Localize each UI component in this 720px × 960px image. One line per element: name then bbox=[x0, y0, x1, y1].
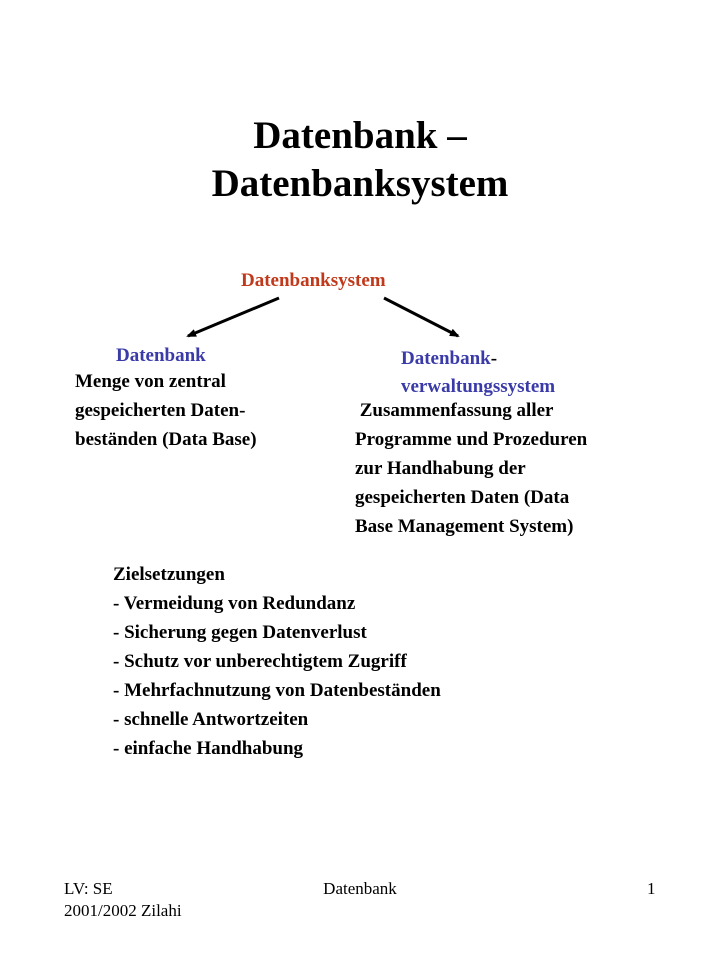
dbms-description-line: Zusammenfassung aller bbox=[355, 400, 554, 421]
datenbank-description-line: beständen (Data Base) bbox=[75, 429, 257, 450]
goal-item: - schnelle Antwortzeiten bbox=[113, 709, 309, 730]
goal-item: - Schutz vor unberechtigtem Zugriff bbox=[113, 651, 407, 672]
goals-list bbox=[113, 560, 441, 763]
slide-title-line-2: Datenbanksystem bbox=[211, 162, 509, 205]
footer-topic: Datenbank bbox=[323, 879, 397, 898]
datenbank-description bbox=[75, 367, 257, 454]
arrow-to-dbms bbox=[384, 298, 458, 336]
goals-heading: Zielsetzungen bbox=[113, 564, 225, 585]
dbms-description-line: Base Management System) bbox=[355, 516, 574, 537]
dbms-description-line: gespeicherten Daten (Data bbox=[355, 487, 570, 508]
footer-term-author: 2001/2002 Zilahi bbox=[64, 901, 182, 920]
dbms-description-line: zur Handhabung der bbox=[355, 458, 526, 479]
dbms-label-hyphen: - bbox=[490, 348, 498, 369]
slide-title-line-1: Datenbank – bbox=[253, 114, 467, 157]
dbms-label-line-2: verwaltungssystem bbox=[401, 376, 556, 397]
datenbank-description-line: Menge von zentral bbox=[75, 371, 226, 392]
goal-item: - Sicherung gegen Datenverlust bbox=[113, 622, 367, 643]
dbms-label bbox=[401, 345, 555, 401]
diagram-root-label: Datenbanksystem bbox=[241, 270, 386, 291]
page-number: 1 bbox=[647, 879, 656, 898]
dbms-description bbox=[355, 396, 587, 541]
goal-item: - Mehrfachnutzung von Datenbeständen bbox=[113, 680, 441, 701]
arrow-to-datenbank bbox=[188, 298, 279, 336]
dbms-label-word: Datenbank bbox=[401, 348, 491, 369]
datenbank-description-line: gespeicherten Daten- bbox=[75, 400, 246, 421]
dbms-description-line: Programme und Prozeduren bbox=[355, 429, 588, 450]
goal-item: - Vermeidung von Redundanz bbox=[113, 593, 356, 614]
goal-item: - einfache Handhabung bbox=[113, 738, 304, 759]
dbms-label-line-1 bbox=[401, 345, 555, 373]
datenbank-label: Datenbank bbox=[116, 345, 206, 366]
footer-course: LV: SE bbox=[64, 879, 113, 898]
